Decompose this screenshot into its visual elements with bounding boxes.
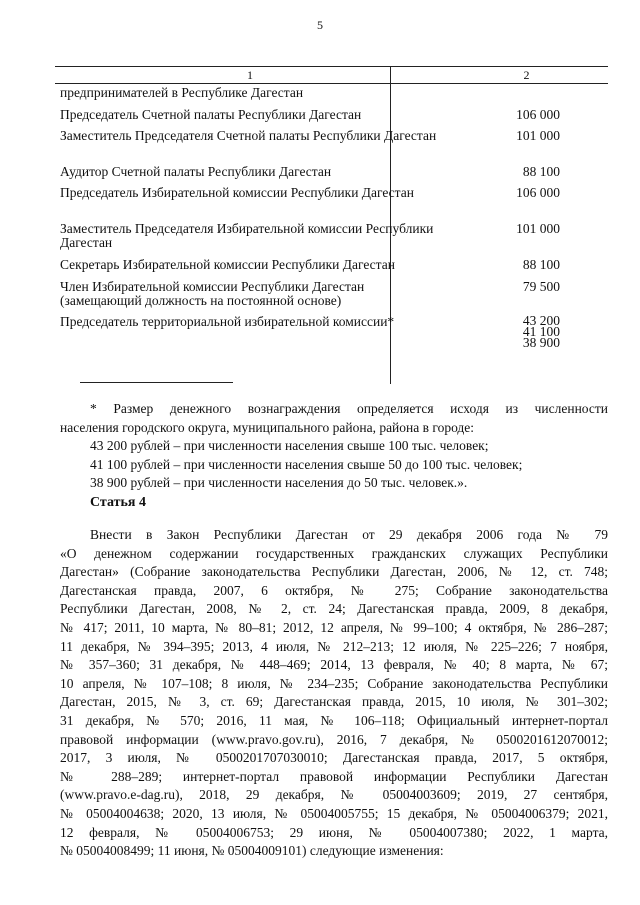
footnote-line: населения городского округа, муниципального района, района в городе: — [60, 419, 475, 435]
row-value: 38 900 — [522, 335, 560, 350]
article-line: № 05004008499; 11 июня, № 05004009101) следующие изменения: — [60, 843, 444, 859]
article-line: (www.pravo.e-dag.ru), 2018, 29 декабря, № 05004003609; 2019, 27 сентября, — [60, 787, 608, 803]
article-line: 31 декабря, № 570; 2016, 11 мая, № 106–118; Официальный интернет-портал — [60, 712, 608, 728]
article-line: Республики Дагестан, 2008, № 2, ст. 24; Дагестанская правда, 2009, 8 декабря, — [60, 601, 608, 617]
row-label: Заместитель Председателя Избирательной комиссии Республики Дагестан — [60, 221, 434, 250]
footnote-line: 38 900 рублей – при численности населения до 50 тыс. человек.». — [90, 475, 468, 491]
article-line: Дагестан, 2015, № 3, ст. 69; Дагестанская правда, 2015, 10 июля, № 301–302; — [60, 694, 608, 710]
row-value: 43 200 — [522, 313, 560, 328]
row-label: Заместитель Председателя Счетной палаты Республики Дагестан — [60, 128, 437, 143]
article-line: Дагестан» (Собрание законодательства Республики Дагестан, 2006, № 12, ст. 748; — [60, 564, 608, 580]
row-value: 101 000 — [516, 221, 560, 236]
salary-table — [55, 66, 608, 84]
article-line: № 417; 2011, 10 марта, № 80–81; 2012, 12 апреля, № 99–100; 4 октября, № 286–287; — [60, 619, 608, 635]
row-label: Член Избирательной комиссии Республики Дагестан (замещающий должность на постоянной основе) — [60, 279, 365, 308]
column-1-header: 1 — [247, 68, 253, 82]
row-value-group — [460, 315, 560, 348]
article-line: № 357–360; 31 декабря, № 448–469; 2014, 13 февраля, № 40; 8 марта, № 67; — [60, 657, 608, 673]
row-value: 101 000 — [516, 128, 560, 143]
row-label: Секретарь Избирательной комиссии Республики Дагестан — [60, 257, 395, 272]
article-line: Дагестанская правда, 2007, 6 октября, № 275; Собрание законодательства — [60, 582, 608, 598]
column-2-header: 2 — [523, 68, 530, 82]
row-label: Председатель Счетной палаты Республики Дагестан — [60, 107, 362, 122]
footnote-line: 43 200 рублей – при численности населения свыше 100 тыс. человек; — [90, 438, 489, 454]
row-value: 41 100 — [522, 324, 560, 339]
row-value: 79 500 — [522, 279, 560, 294]
article-line: Внести в Закон Республики Дагестан от 29 декабря 2006 года № 79 — [90, 527, 608, 542]
article-heading: Статья 4 — [90, 495, 146, 510]
article-line: 11 декабря, № 394–395; 2013, 4 июля, № 212–213; 12 июля, № 225–226; 7 ноября, — [60, 638, 608, 654]
footnote-separator — [80, 382, 233, 383]
row-value: 106 000 — [516, 107, 560, 122]
article-body — [60, 526, 608, 861]
article-line: № 288–289; интернет-портал правовой информации Республики Дагестан — [60, 768, 608, 784]
article-line: «О денежном содержании государственных гражданских служащих Республики — [60, 545, 608, 561]
row-value: 106 000 — [516, 185, 560, 200]
row-label: Председатель Избирательной комиссии Республики Дагестан — [60, 185, 414, 200]
row-value: 88 100 — [522, 164, 560, 179]
footnote-line: * Размер денежного вознаграждения определяется исходя из численности — [90, 401, 608, 416]
article-line: 2017, 3 июля, № 0500201707030010; Дагестанская правда, 2017, 5 октября, — [60, 750, 608, 766]
page-number: 5 — [317, 18, 323, 32]
footnote — [60, 400, 608, 493]
article-line: правовой информации (www.pravo.gov.ru), 2016, 7 декабря, № 0500201612070012; — [60, 731, 608, 747]
table-header — [55, 66, 608, 84]
article-line: № 05004004638; 2020, 13 июля, № 05004005755; 15 декабря, № 05004006379; 2021, — [60, 805, 608, 821]
row-label: Аудитор Счетной палаты Республики Дагестан — [60, 164, 332, 179]
article-line: 10 апреля, № 107–108; 8 июля, № 234–235; Собрание законодательства Республики — [60, 675, 608, 691]
row-value: 88 100 — [522, 257, 560, 272]
footnote-line: 41 100 рублей – при численности населения свыше 50 до 100 тыс. человек; — [90, 456, 523, 472]
row-label: Председатель территориальной избирательной комиссии* — [60, 314, 395, 329]
row-label: предпринимателей в Республике Дагестан — [60, 85, 304, 100]
article-line: 12 февраля, № 05004006753; 29 июня, № 05004007380; 2022, 1 марта, — [60, 824, 608, 840]
